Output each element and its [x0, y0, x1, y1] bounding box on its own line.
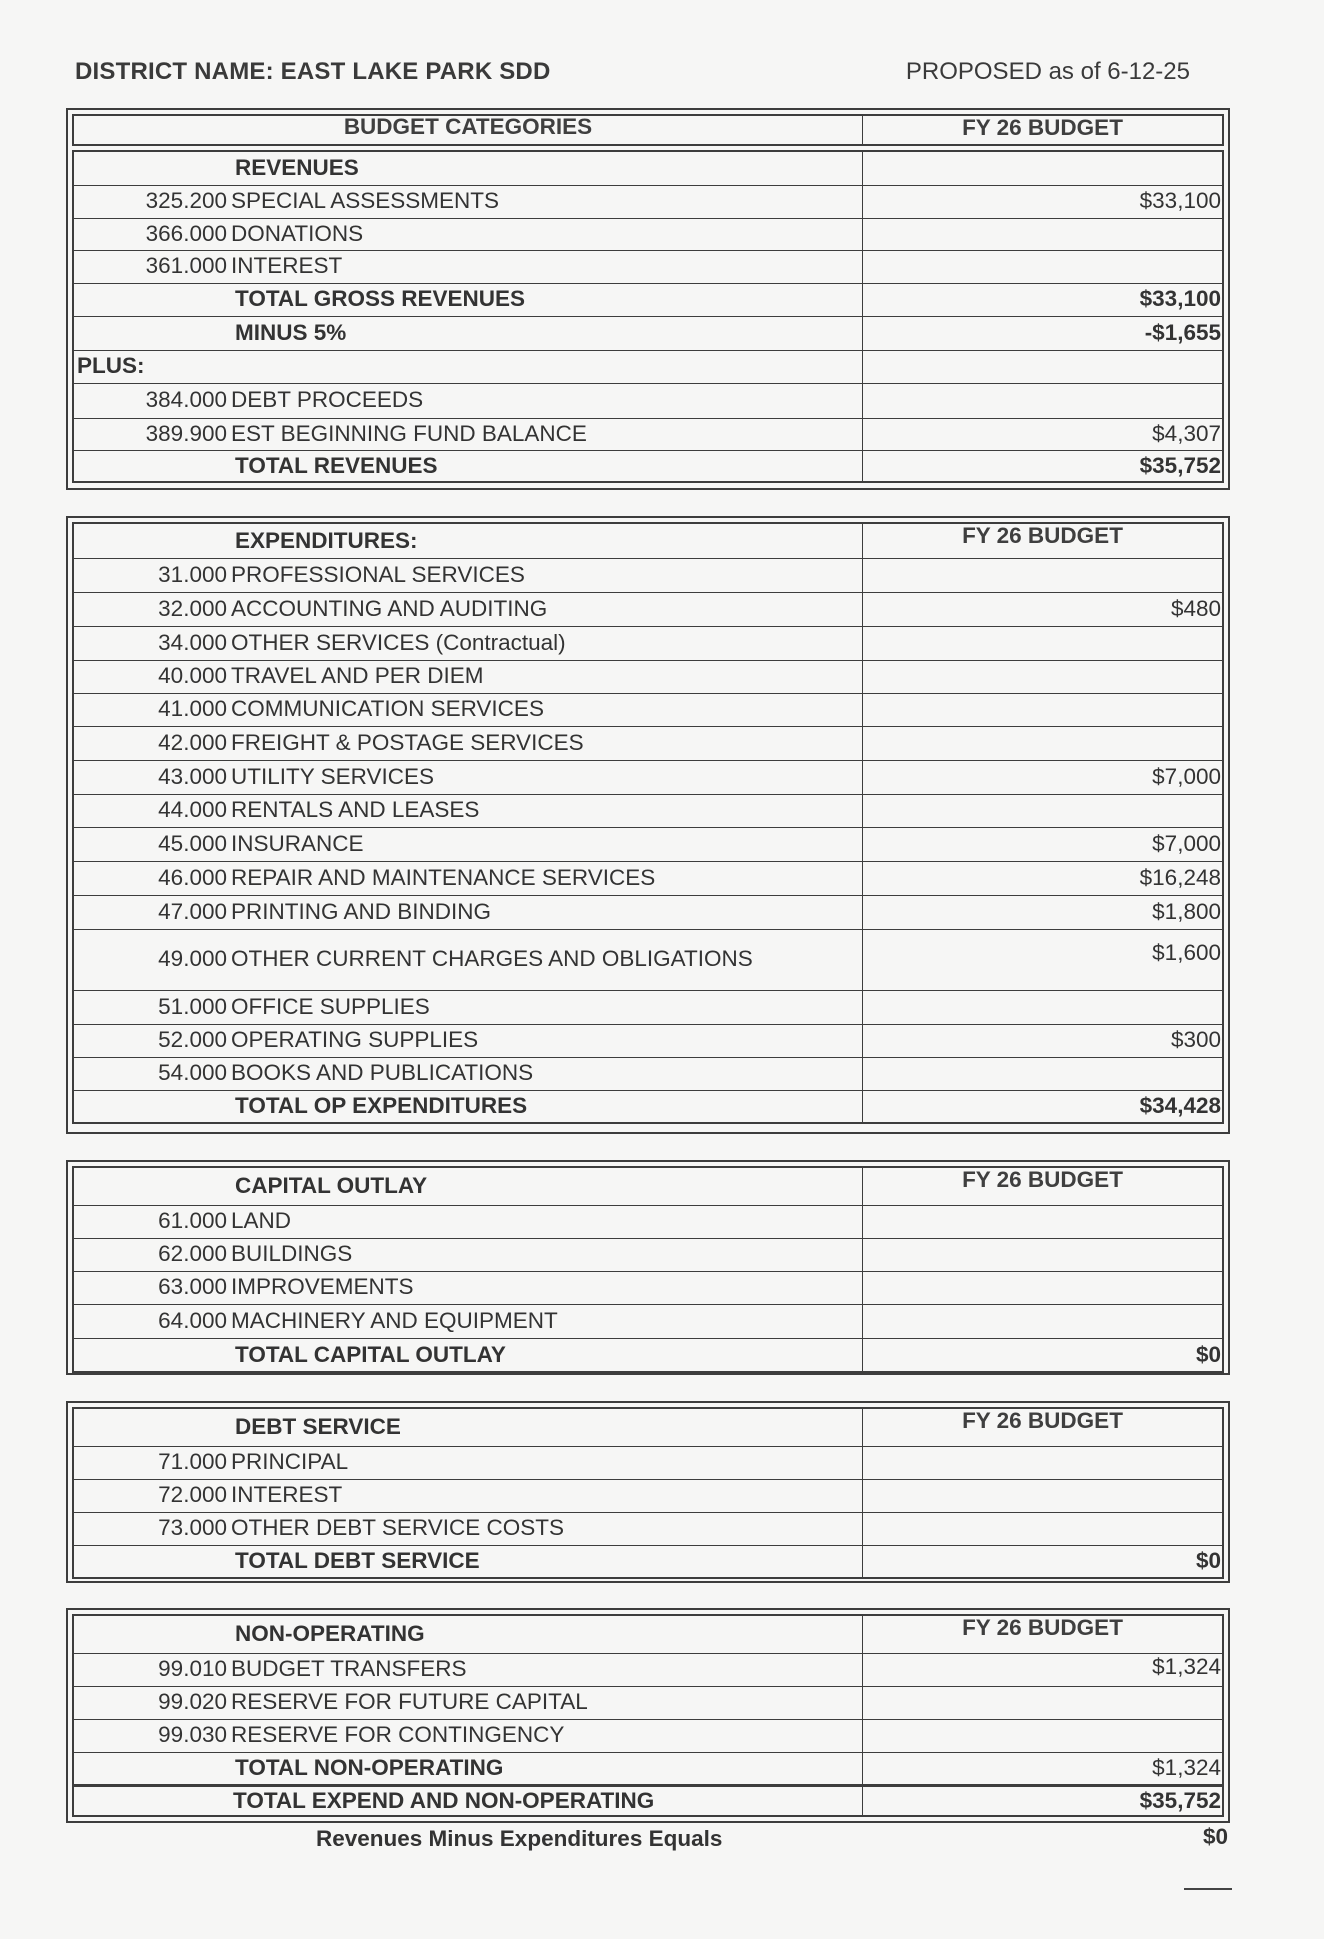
minus-label: MINUS 5%: [235, 319, 347, 345]
table-row: [73, 1512, 1223, 1545]
footer-label: Revenues Minus Expenditures Equals: [316, 1826, 723, 1851]
amount: [863, 1686, 1224, 1719]
amount: [863, 1512, 1224, 1545]
account-name: PRINTING AND BINDING: [231, 898, 492, 924]
total-row: [73, 450, 1223, 482]
account-code: 45.000: [158, 830, 227, 856]
grand-total-amount: $35,752: [863, 1785, 1224, 1816]
table-row: [73, 1719, 1223, 1752]
account-name: COMMUNICATION SERVICES: [231, 696, 544, 722]
account-code: 384.000: [145, 387, 227, 413]
account-name: BOOKS AND PUBLICATIONS: [231, 1060, 534, 1086]
table-row: [73, 827, 1223, 861]
debt-service-block: [66, 1401, 1230, 1583]
table-row: [73, 1238, 1223, 1271]
account-code: 44.000: [158, 797, 227, 823]
table-row: [73, 185, 1223, 218]
table-row: [73, 1024, 1223, 1057]
proposed-date: PROPOSED as of 6-12-25: [905, 58, 1190, 85]
table-row: [73, 218, 1223, 250]
amount: [863, 558, 1224, 592]
table-row: [73, 383, 1223, 418]
amount: $1,324: [863, 1653, 1224, 1686]
total-row: [73, 316, 1223, 350]
amount: $1,800: [863, 895, 1224, 929]
minus-amount: -$1,655: [863, 316, 1224, 350]
amount: [863, 1479, 1224, 1512]
amount: [863, 726, 1224, 760]
total-revenues-label: TOTAL REVENUES: [235, 452, 438, 478]
account-code: 51.000: [158, 993, 227, 1019]
account-name: ACCOUNTING AND AUDITING: [231, 595, 548, 621]
account-code: 325.200: [145, 188, 227, 214]
account-name: OTHER DEBT SERVICE COSTS: [231, 1515, 564, 1541]
account-name: DONATIONS: [231, 220, 364, 246]
account-name: DEBT PROCEEDS: [231, 387, 424, 413]
account-code: 73.000: [158, 1515, 227, 1541]
amount: $7,000: [863, 760, 1224, 794]
total-revenues-amount: $35,752: [863, 450, 1224, 482]
account-name: PROFESSIONAL SERVICES: [231, 561, 525, 587]
amount: [863, 1446, 1224, 1479]
account-code: 47.000: [158, 898, 227, 924]
section-title: DEBT SERVICE: [235, 1414, 401, 1439]
account-name: OTHER SERVICES (Contractual): [231, 629, 566, 655]
total-row: [73, 283, 1223, 316]
account-code: 71.000: [158, 1449, 227, 1475]
account-code: 99.010: [158, 1656, 227, 1682]
col-fy26-budget: FY 26 BUDGET: [863, 1408, 1224, 1446]
account-code: 34.000: [158, 629, 227, 655]
table-row: [73, 558, 1223, 592]
amount: [863, 1238, 1224, 1271]
table-row: [73, 794, 1223, 827]
grand-total-row: [73, 1785, 1223, 1816]
amount: [863, 626, 1224, 660]
col-budget-categories: BUDGET CATEGORIES: [73, 115, 863, 145]
amount: $7,000: [863, 827, 1224, 861]
amount: $300: [863, 1024, 1224, 1057]
col-fy26-budget: FY 26 BUDGET: [863, 1615, 1224, 1653]
amount: [863, 693, 1224, 726]
account-code: 99.030: [158, 1722, 227, 1748]
account-name: BUDGET TRANSFERS: [231, 1656, 467, 1682]
account-name: MACHINERY AND EQUIPMENT: [231, 1307, 558, 1333]
account-name: RENTALS AND LEASES: [231, 797, 480, 823]
account-name: TRAVEL AND PER DIEM: [231, 663, 484, 689]
amount: [863, 1057, 1224, 1090]
amount: [863, 383, 1224, 418]
table-row: [73, 1057, 1223, 1090]
account-name: RESERVE FOR CONTINGENCY: [231, 1722, 565, 1748]
account-code: 366.000: [145, 220, 227, 246]
amount: $1,600: [863, 929, 1224, 990]
total-gross-label: TOTAL GROSS REVENUES: [235, 286, 526, 312]
amount: [863, 990, 1224, 1024]
section-title: REVENUES: [235, 155, 359, 180]
expenditures-table: [72, 522, 1224, 1124]
debt-service-table: [72, 1407, 1224, 1579]
account-name: INTEREST: [231, 1482, 343, 1508]
account-name: OFFICE SUPPLIES: [231, 993, 430, 1019]
table-row: [73, 726, 1223, 760]
table-row: [73, 1271, 1223, 1304]
account-name: UTILITY SERVICES: [231, 763, 434, 789]
capital-outlay-block: [66, 1160, 1230, 1375]
account-name: OTHER CURRENT CHARGES AND OBLIGATIONS: [231, 946, 753, 972]
table-row: [73, 693, 1223, 726]
amount: [863, 1205, 1224, 1238]
account-name: LAND: [231, 1208, 292, 1234]
amount: [863, 1304, 1224, 1338]
table-row: [73, 592, 1223, 626]
table-row: [73, 1686, 1223, 1719]
table-row: [73, 929, 1223, 990]
amount: [863, 218, 1224, 250]
section-title: EXPENDITURES:: [235, 527, 418, 553]
total-row: [73, 1090, 1223, 1123]
revenues-block: [66, 108, 1230, 490]
account-name: BUILDINGS: [231, 1241, 353, 1267]
footer-amount: $0: [1202, 1824, 1228, 1849]
account-name: OPERATING SUPPLIES: [231, 1027, 479, 1053]
table-row: [73, 1479, 1223, 1512]
account-code: 49.000: [158, 946, 227, 972]
account-name: IMPROVEMENTS: [231, 1274, 414, 1300]
col-fy26-budget: FY 26 BUDGET: [863, 115, 1224, 145]
table-row: [73, 418, 1223, 450]
total-non-operating-label: TOTAL NON-OPERATING: [235, 1754, 504, 1780]
table-row: [73, 861, 1223, 895]
table-row: [73, 895, 1223, 929]
total-row: [73, 1545, 1223, 1578]
account-name: RESERVE FOR FUTURE CAPITAL: [231, 1689, 588, 1715]
total-op-expenditures-label: TOTAL OP EXPENDITURES: [235, 1093, 528, 1118]
table-row: [73, 1653, 1223, 1686]
total-debt-service-label: TOTAL DEBT SERVICE: [235, 1548, 480, 1573]
amount: $33,100: [863, 185, 1224, 218]
table-row: [73, 990, 1223, 1024]
account-code: 361.000: [145, 253, 227, 279]
account-name: FREIGHT & POSTAGE SERVICES: [231, 729, 584, 755]
amount: [863, 794, 1224, 827]
amount: [863, 660, 1224, 693]
non-operating-block: [66, 1608, 1230, 1823]
total-capital-outlay-label: TOTAL CAPITAL OUTLAY: [235, 1341, 506, 1367]
account-code: 62.000: [158, 1241, 227, 1267]
account-name: EST BEGINNING FUND BALANCE: [231, 420, 587, 446]
total-capital-outlay-amount: $0: [863, 1338, 1224, 1372]
table-row: [73, 1446, 1223, 1479]
account-name: INSURANCE: [231, 830, 364, 856]
account-code: 43.000: [158, 763, 227, 789]
table-row: [73, 250, 1223, 283]
revenues-header-table: [72, 114, 1224, 146]
account-code: 42.000: [158, 729, 227, 755]
table-row: [73, 1304, 1223, 1338]
account-code: 31.000: [158, 561, 227, 587]
table-row: [73, 626, 1223, 660]
account-code: 64.000: [158, 1307, 227, 1333]
total-row: [73, 1752, 1223, 1785]
table-row: [73, 1205, 1223, 1238]
account-name: SPECIAL ASSESSMENTS: [231, 188, 500, 214]
amount: [863, 1719, 1224, 1752]
account-code: 99.020: [158, 1689, 227, 1715]
col-fy26-budget: FY 26 BUDGET: [863, 523, 1224, 558]
expenditures-block: [66, 516, 1230, 1134]
page-header: [75, 58, 1190, 94]
account-code: 54.000: [158, 1060, 227, 1086]
account-code: 41.000: [158, 696, 227, 722]
table-row: [73, 760, 1223, 794]
section-title: NON-OPERATING: [235, 1621, 425, 1646]
amount: [863, 250, 1224, 283]
plus-label: PLUS:: [73, 350, 863, 383]
amount: $16,248: [863, 861, 1224, 895]
account-code: 72.000: [158, 1482, 227, 1508]
col-fy26-budget: FY 26 BUDGET: [863, 1167, 1224, 1205]
account-code: 389.900: [145, 420, 227, 446]
section-title: CAPITAL OUTLAY: [235, 1173, 428, 1198]
account-code: 61.000: [158, 1208, 227, 1234]
account-code: 32.000: [158, 595, 227, 621]
grand-total-label: TOTAL EXPEND AND NON-OPERATING: [233, 1787, 655, 1813]
total-debt-service-amount: $0: [863, 1545, 1224, 1578]
total-non-operating-amount: $1,324: [863, 1752, 1224, 1785]
account-code: 40.000: [158, 663, 227, 689]
district-name: DISTRICT NAME: EAST LAKE PARK SDD: [75, 58, 551, 85]
total-gross-amount: $33,100: [863, 283, 1224, 316]
page-mark: [1184, 1888, 1232, 1890]
account-code: 63.000: [158, 1274, 227, 1300]
revenues-table: [72, 150, 1224, 483]
table-row: [73, 660, 1223, 693]
amount: $4,307: [863, 418, 1224, 450]
account-name: REPAIR AND MAINTENANCE SERVICES: [231, 864, 656, 890]
amount: $480: [863, 592, 1224, 626]
account-name: PRINCIPAL: [231, 1449, 349, 1475]
account-code: 52.000: [158, 1027, 227, 1053]
total-row: [73, 1338, 1223, 1372]
account-code: 46.000: [158, 864, 227, 890]
capital-outlay-table: [72, 1166, 1224, 1373]
total-op-expenditures-amount: $34,428: [863, 1090, 1224, 1123]
amount: [863, 1271, 1224, 1304]
non-operating-table: [72, 1614, 1224, 1817]
account-name: INTEREST: [231, 253, 343, 279]
